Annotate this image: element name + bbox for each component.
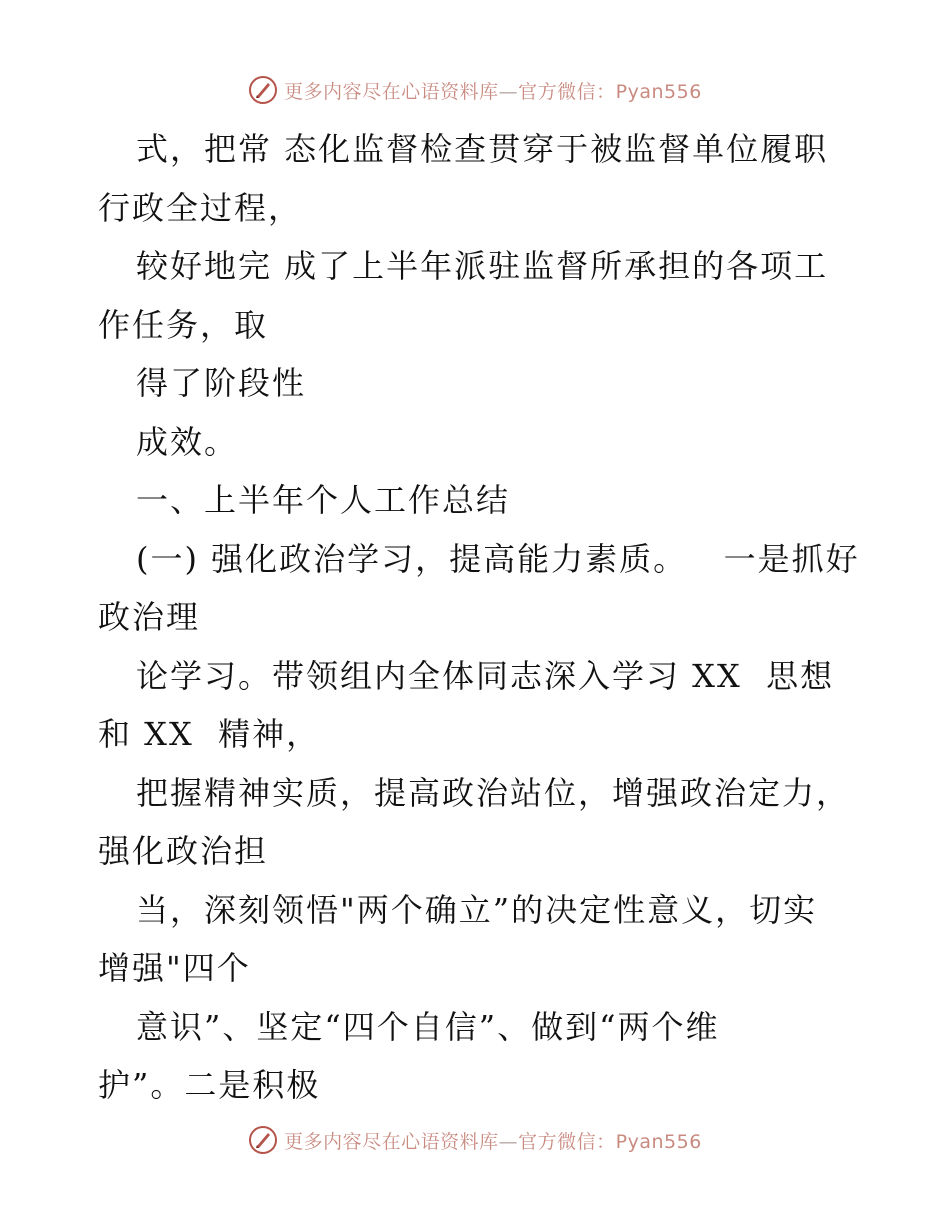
watermark-separator: — — [498, 80, 519, 103]
quill-logo-icon — [248, 75, 278, 105]
text-line: 论学习。带领组内全体同志深入学习 XX 思想 — [136, 656, 835, 695]
text-line: 当，深刻领悟"两个确立”的决定性意义，切实 — [136, 890, 818, 929]
header-watermark — [0, 70, 950, 110]
text-line: 增强"四个 — [98, 949, 251, 987]
text-line: 得了阶段性 — [136, 364, 307, 402]
quill-logo-icon — [248, 1125, 278, 1155]
document-body — [98, 120, 858, 1115]
watermark-separator: — — [498, 1130, 519, 1153]
watermark-wechat: 官方微信：Pyan556 — [518, 1130, 702, 1153]
watermark-main: 更多内容尽在心语资料库 — [284, 1130, 499, 1153]
text-line: 较好地完 成了上半年派驻监督所承担的各项工 — [136, 247, 829, 285]
text-line: 作任务，取 — [98, 305, 269, 344]
text-line: 和 XX 精神， — [98, 715, 321, 753]
text-line: 行政全过程， — [98, 188, 303, 227]
text-line: 意识”、坚定“四个自信”、做到“两个维 — [136, 1007, 720, 1046]
footer-watermark — [0, 1120, 950, 1160]
text-line: 护”。二是积极 — [98, 1066, 321, 1104]
watermark-text — [284, 77, 702, 104]
watermark-wechat: 官方微信：Pyan556 — [518, 80, 702, 103]
text-line: 式，把常 态化监督检查贯穿于被监督单位履职 — [136, 130, 829, 168]
text-line: 成效。 — [136, 422, 239, 461]
watermark-text — [284, 1127, 702, 1154]
text-line: 一、上半年个人工作总结 — [136, 481, 511, 519]
watermark-main: 更多内容尽在心语资料库 — [284, 80, 499, 103]
text-line: 政治理 — [98, 598, 201, 636]
text-line: 强化政治担 — [98, 832, 269, 870]
text-line: 把握精神实质，提高政治站位，增强政治定力， — [136, 773, 851, 812]
text-line: (一) 强化政治学习，提高能力素质。 一是抓好 — [136, 539, 860, 578]
